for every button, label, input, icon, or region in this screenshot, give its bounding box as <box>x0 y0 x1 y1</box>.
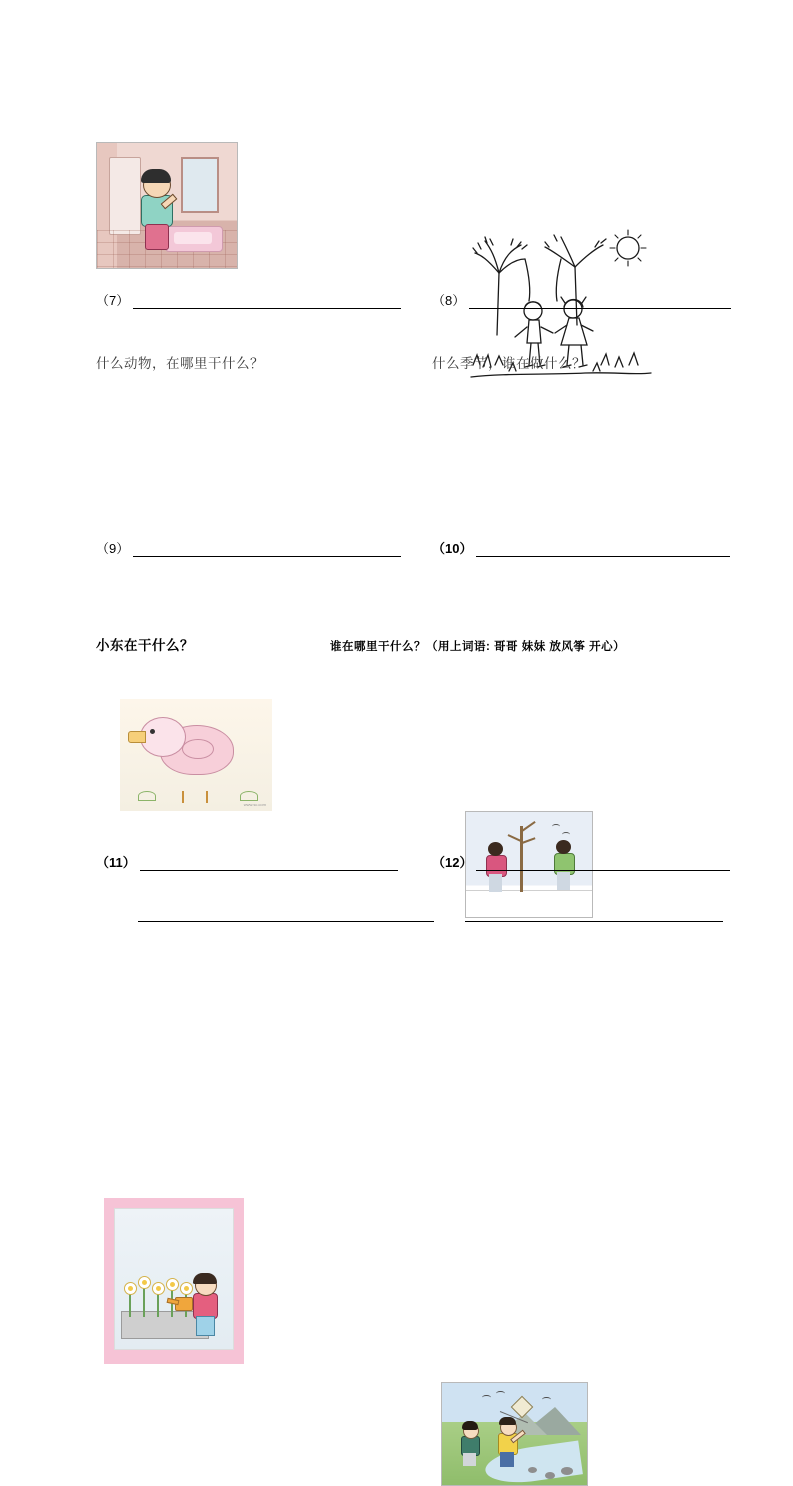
chick-leg-left <box>182 791 184 803</box>
answer-line-9 <box>96 538 401 557</box>
bird-icon <box>482 1395 491 1400</box>
item-number-8: （8） <box>432 293 466 308</box>
grass-tuft-right <box>240 791 258 801</box>
boy-flying-kite-figure <box>494 1419 520 1469</box>
flower <box>138 1276 151 1289</box>
ground-line <box>466 890 592 917</box>
rock <box>545 1472 555 1479</box>
tree-branch <box>522 837 536 844</box>
flower <box>124 1282 137 1295</box>
prompt-9: 什么动物，在哪里干什么？ <box>96 356 264 371</box>
answer-line-11 <box>96 852 398 871</box>
item-number-9: （9） <box>96 541 130 556</box>
chick-head <box>140 717 186 757</box>
rock <box>561 1467 573 1475</box>
boy-figure <box>135 172 177 254</box>
answer-blank-7[interactable] <box>133 294 401 309</box>
prompt-12: 谁在哪里干什么？（用上词语: 哥哥 妹妹 放风筝 开心） <box>330 641 626 653</box>
tree-branch <box>521 821 535 832</box>
chick-wing <box>182 739 214 759</box>
chick-leg-right <box>206 791 208 803</box>
bird-icon <box>496 1391 505 1396</box>
flower <box>166 1278 179 1291</box>
answer-blank-11[interactable] <box>140 856 398 871</box>
picture-bathroom-boy-brushing-teeth <box>96 142 238 269</box>
answer-blank-12-line2[interactable] <box>465 920 723 922</box>
answer-line-10 <box>432 538 730 557</box>
answer-blank-12[interactable] <box>476 856 730 871</box>
rock <box>528 1467 537 1473</box>
bathroom-mirror <box>181 157 219 213</box>
watering-scene <box>114 1208 234 1350</box>
girl-figure <box>187 1275 221 1337</box>
answer-blank-10[interactable] <box>476 542 730 557</box>
picture-chick-on-grass <box>120 699 272 811</box>
item-number-7: （7） <box>96 293 130 308</box>
item-number-12: （12） <box>432 855 473 870</box>
flower <box>152 1282 165 1295</box>
answer-line-8 <box>432 290 731 309</box>
image-watermark: www.sc.com <box>243 802 266 807</box>
picture-girl-watering-flowers <box>104 1198 244 1364</box>
prompt-11: 小东在干什么？ <box>96 638 194 653</box>
item-number-10: （10） <box>432 541 473 556</box>
answer-blank-9[interactable] <box>133 542 401 557</box>
answer-blank-11-line2[interactable] <box>138 920 434 922</box>
picture-children-flying-kite <box>441 1382 588 1486</box>
answer-line-7 <box>96 290 401 309</box>
bird-icon <box>562 832 570 837</box>
chick-eye <box>150 729 155 734</box>
girl-figure <box>458 1423 482 1467</box>
chick-beak <box>128 731 146 743</box>
bird-icon <box>542 1397 551 1402</box>
grass-tuft-left <box>138 791 156 801</box>
answer-blank-8[interactable] <box>469 294 731 309</box>
bird-icon <box>552 824 560 829</box>
prompt-10: 什么季节，谁在做什么？ <box>432 356 586 371</box>
item-number-11: （11） <box>96 855 136 870</box>
answer-line-12 <box>432 852 730 871</box>
